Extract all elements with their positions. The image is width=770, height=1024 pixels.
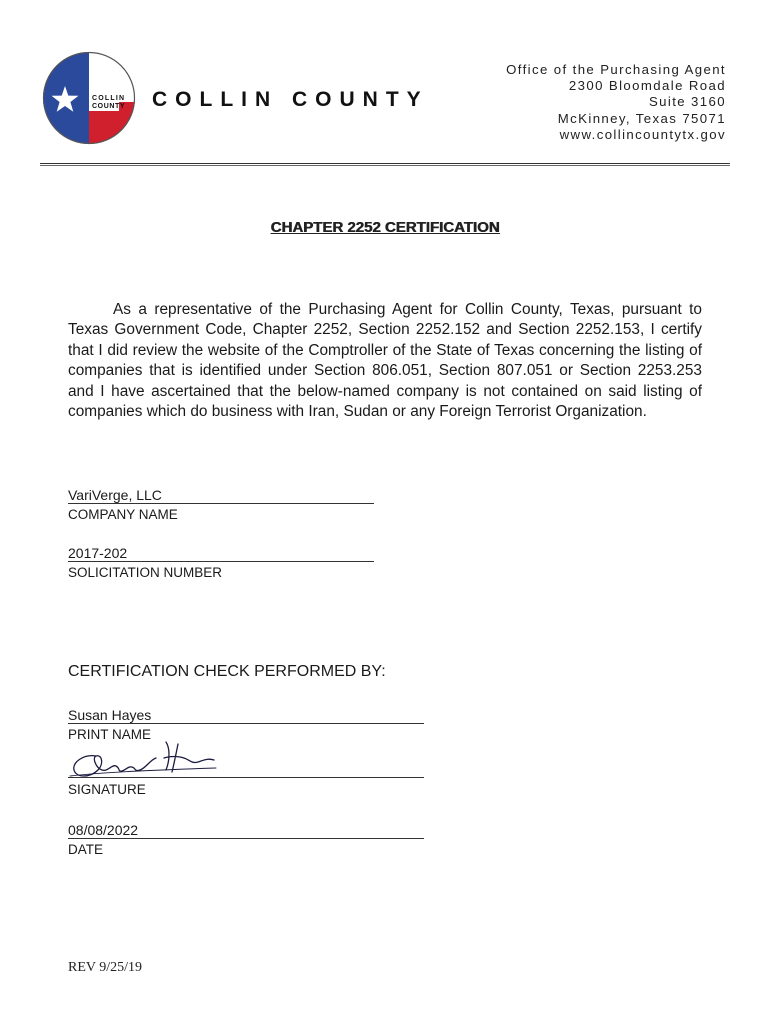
revision-note: REV 9/25/19 xyxy=(68,960,143,975)
office-website: www.collincountytx.gov xyxy=(559,126,726,142)
office-line: 2300 Bloomdale Road xyxy=(568,78,726,94)
solicitation-number-label: SOLICITATION NUMBER xyxy=(68,565,223,580)
date-label: DATE xyxy=(68,842,104,857)
company-name-label: COMPANY NAME xyxy=(68,507,178,522)
header-divider xyxy=(40,163,730,166)
svg-text:COLLIN: COLLIN xyxy=(92,95,126,102)
office-line: McKinney, Texas 75071 xyxy=(557,110,726,126)
document-title: CHAPTER 2252 CERTIFICATION xyxy=(270,219,500,236)
signature-line xyxy=(68,777,424,778)
signature-label: SIGNATURE xyxy=(68,782,146,797)
office-address xyxy=(506,62,726,143)
certification-check-heading: CERTIFICATION CHECK PERFORMED BY: xyxy=(68,663,386,680)
county-name: COLLIN COUNTY xyxy=(152,88,429,111)
office-line: Office of the Purchasing Agent xyxy=(506,62,726,77)
date-value: 08/08/2022 xyxy=(68,822,424,839)
print-name-label: PRINT NAME xyxy=(68,727,152,742)
solicitation-number-value: 2017-202 xyxy=(68,545,374,562)
print-name-value: Susan Hayes xyxy=(68,707,424,724)
collin-county-seal-logo xyxy=(42,51,136,145)
svg-text:COUNTY: COUNTY xyxy=(92,103,126,110)
company-name-value: VariVerge, LLC xyxy=(68,487,374,504)
certification-paragraph: As a representative of the Purchasing Agent for Collin County, Texas, pursuant to Texas Government Code, Chapter 2252, Section 2252.152 and Section 2252.153, I certify that I did review the website of the Comptroller of the State of Texas concerning the listing of companies that is identified under Section 806.051, Section 807.051 or Section 2253.253 and I have ascertained that the below-named company is not contained on said listing of companies which do business with Iran, Sudan or any Foreign Terrorist Organization. xyxy=(68,301,702,421)
office-line: Suite 3160 xyxy=(648,94,726,110)
